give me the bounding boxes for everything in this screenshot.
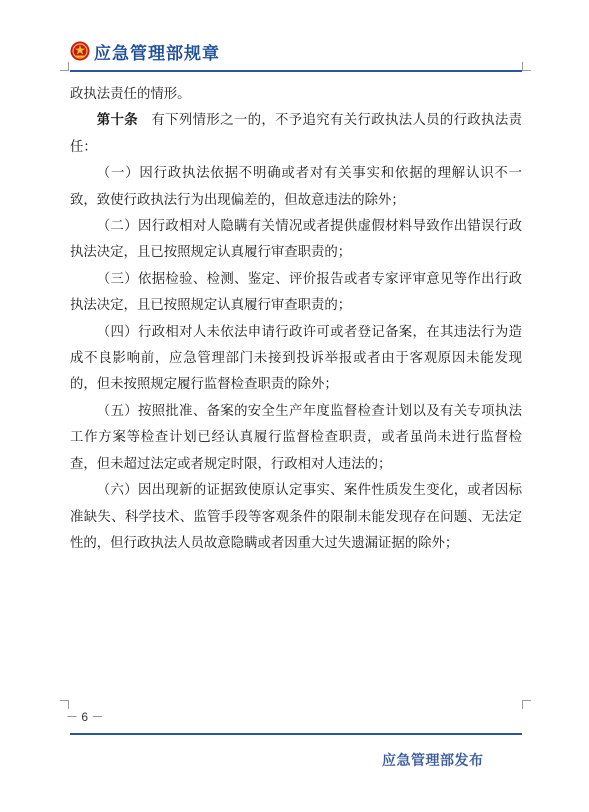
crop-mark-bottom-right bbox=[522, 700, 531, 709]
article-number: 第十条 bbox=[96, 113, 139, 129]
page-header bbox=[70, 38, 220, 64]
list-item: （四）行政相对人未依法申请行政许可或者登记备案，在其违法行为造成不良影响前，应急管理部门未接到投诉举报或者由于客观原因未能发现的，但未按照规定履行监督检查职责的除外； bbox=[70, 324, 522, 393]
list-item: （三）依据检验、检测、鉴定、评价报告或者专家评审意见等作出行政执法决定，且已按照规定认真履行审查职责的； bbox=[70, 271, 522, 314]
continuation-paragraph: 政执法责任的情形。 bbox=[70, 87, 191, 102]
list-item: （五）按照批准、备案的安全生产年度监督检查计划以及有关专项执法工作方案等检查计划已经认真履行监督检查职责，或者虽尚未进行监督检查，但未超过法定或者规定时限，行政相对人违法的； bbox=[70, 403, 522, 472]
header-divider bbox=[70, 70, 522, 72]
list-item: （二）因行政相对人隐瞒有关情况或者提供虚假材料导致作出错误行政执法决定，且已按照规定认真履行审查职责的； bbox=[70, 219, 522, 261]
publisher-label: 应急管理部发布 bbox=[382, 753, 484, 769]
crop-mark-top-left bbox=[60, 62, 69, 71]
list-item: （一）因行政执法依据不明确或者对有关事实和依据的理解认识不一致，致使行政执法行为出现偏差的，但故意违法的除外； bbox=[70, 166, 522, 208]
article-paragraph bbox=[70, 108, 522, 161]
article-text: 有下列情形之一的，不予追究有关行政执法人员的行政执法责任： bbox=[70, 113, 523, 155]
list-item: （六）因出现新的证据致使原认定事实、案件性质发生变化，或者因标准缺失、科学技术、监管手段等客观条件的限制未能发现存在问题、无法定性的，但行政执法人员故意隐瞒或者因重大过失遗漏证据的除外； bbox=[70, 483, 522, 551]
header-title: 应急管理部规章 bbox=[94, 43, 220, 64]
document-body bbox=[70, 82, 522, 557]
page-number: － 6 － bbox=[66, 710, 104, 724]
crop-mark-top-right bbox=[522, 62, 531, 71]
footer-divider bbox=[70, 733, 522, 735]
national-emblem-icon bbox=[70, 41, 90, 61]
